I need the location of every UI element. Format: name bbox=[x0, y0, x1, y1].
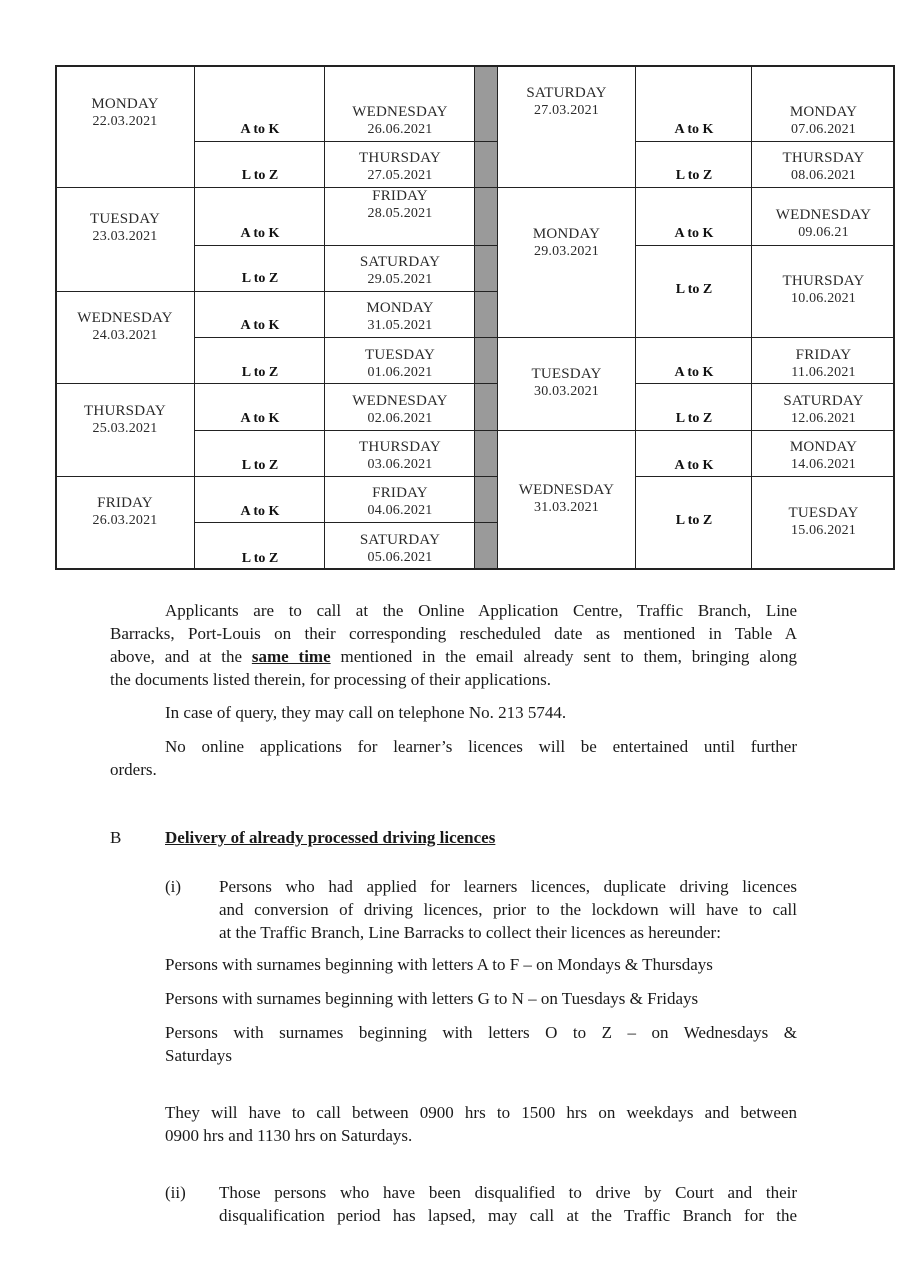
left-day-cell: THURSDAY 25.03.2021 bbox=[84, 403, 166, 436]
section-title: Delivery of already processed driving licences bbox=[165, 828, 496, 847]
left-day-cell: WEDNESDAY 24.03.2021 bbox=[77, 310, 173, 343]
reschedule-cell: THURSDAY 10.06.2021 bbox=[782, 273, 865, 306]
no-online-paragraph: No online applications for learner’s licences will be entertained until further orders. bbox=[110, 737, 797, 779]
reschedule-cell: THURSDAY 27.05.2021 bbox=[359, 150, 441, 183]
left-day-cell: TUESDAY 23.03.2021 bbox=[89, 211, 161, 244]
table-border bbox=[55, 65, 895, 67]
query-paragraph: In case of query, they may call on telephone No. 213 5744. bbox=[165, 703, 567, 722]
reschedule-cell: THURSDAY 03.06.2021 bbox=[359, 439, 441, 472]
day-name: MONDAY bbox=[91, 96, 159, 112]
item-i-text: Persons who had applied for learners licences, duplicate driving licences and conversion of driving licences, prior to the lockdown will have to call at the Traffic Branch, Line Barracks to collect their licences as hereunder: bbox=[219, 877, 797, 942]
hours-paragraph: They will have to call between 0900 hrs to 1500 hrs on weekdays and between 0900 hrs and 1130 hrs on Saturdays. bbox=[165, 1103, 797, 1145]
table-gridline bbox=[635, 476, 895, 477]
right-day-cell: TUESDAY 30.03.2021 bbox=[531, 366, 602, 399]
table-gridline bbox=[55, 476, 497, 477]
reschedule-cell: FRIDAY 04.06.2021 bbox=[367, 485, 433, 518]
group-label: A to K bbox=[240, 411, 280, 426]
item-i-label: (i) bbox=[165, 877, 182, 896]
table-gridline bbox=[497, 337, 895, 338]
right-day-cell: WEDNESDAY 31.03.2021 bbox=[518, 482, 615, 515]
item-ii-text: Those persons who have been disqualified to drive by Court and their disqualification period has lapsed, may call at the Traffic Branch for the bbox=[219, 1183, 797, 1225]
group-label: L to Z bbox=[675, 168, 713, 183]
reschedule-cell: WEDNESDAY 09.06.21 bbox=[775, 207, 872, 240]
group-label: L to Z bbox=[675, 513, 713, 528]
group-label: L to Z bbox=[241, 365, 279, 380]
table-gridline bbox=[497, 430, 895, 431]
reschedule-cell: SATURDAY 29.05.2021 bbox=[359, 254, 441, 287]
applicants-paragraph: Applicants are to call at the Online Application Centre, Traffic Branch, Line Barracks, Port-Louis on their corresponding rescheduled date as mentioned in Table A above, and at the same time mentioned in the email already sent to them, bringing along the documents listed therein, for processing of their applications. bbox=[110, 601, 797, 689]
table-gridline bbox=[635, 141, 895, 142]
reschedule-cell: TUESDAY 15.06.2021 bbox=[788, 505, 859, 538]
group-label: L to Z bbox=[241, 551, 279, 566]
table-gridline bbox=[635, 383, 895, 384]
reschedule-cell: FRIDAY 11.06.2021 bbox=[791, 347, 856, 380]
table-border bbox=[55, 568, 895, 570]
group-label: A to K bbox=[674, 365, 714, 380]
group-label: L to Z bbox=[241, 271, 279, 286]
right-day-cell: SATURDAY 27.03.2021 bbox=[526, 85, 607, 118]
group-label: L to Z bbox=[675, 282, 713, 297]
table-gridline bbox=[635, 245, 895, 246]
schedule-table bbox=[55, 65, 895, 570]
table-gridline bbox=[194, 141, 497, 142]
surname-a-f: Persons with surnames beginning with letters A to F – on Mondays & Thursdays bbox=[165, 955, 713, 974]
surname-o-z: Persons with surnames beginning with letters O to Z – on Wednesdays & Saturdays bbox=[165, 1023, 797, 1065]
reschedule-cell: SATURDAY 05.06.2021 bbox=[359, 532, 441, 565]
group-label: L to Z bbox=[675, 411, 713, 426]
group-label: A to K bbox=[674, 458, 714, 473]
table-gridline bbox=[194, 522, 497, 523]
table-gridline bbox=[55, 291, 497, 292]
group-label: A to K bbox=[240, 122, 280, 137]
same-time-emphasis: same time bbox=[251, 647, 331, 666]
reschedule-cell: MONDAY 31.05.2021 bbox=[366, 300, 434, 333]
reschedule-cell: THURSDAY 08.06.2021 bbox=[782, 150, 865, 183]
table-gridline bbox=[497, 187, 895, 188]
left-day-cell bbox=[55, 95, 195, 131]
reschedule-cell: MONDAY 14.06.2021 bbox=[789, 439, 858, 472]
reschedule-cell: WEDNESDAY 02.06.2021 bbox=[352, 393, 448, 426]
table-gridline bbox=[55, 187, 497, 188]
table-gridline bbox=[55, 383, 497, 384]
reschedule-cell: SATURDAY 12.06.2021 bbox=[783, 393, 864, 426]
group-label: A to K bbox=[240, 504, 280, 519]
group-label: A to K bbox=[674, 226, 714, 241]
item-ii-label: (ii) bbox=[165, 1183, 186, 1202]
table-gridline bbox=[194, 430, 497, 431]
group-label: L to Z bbox=[241, 458, 279, 473]
table-gridline bbox=[194, 245, 497, 246]
group-label: L to Z bbox=[241, 168, 279, 183]
day-date: 22.03.2021 bbox=[92, 114, 158, 129]
group-label: A to K bbox=[240, 318, 280, 333]
table-gridline bbox=[194, 337, 497, 338]
reschedule-cell: TUESDAY 01.06.2021 bbox=[364, 347, 436, 380]
surname-g-n: Persons with surnames beginning with letters G to N – on Tuesdays & Fridays bbox=[165, 989, 699, 1008]
group-label: A to K bbox=[240, 226, 280, 241]
table-gridline bbox=[497, 65, 498, 570]
reschedule-cell: MONDAY 07.06.2021 bbox=[789, 104, 858, 137]
reschedule-cell: WEDNESDAY 26.06.2021 bbox=[352, 104, 448, 137]
reschedule-cell: FRIDAY 28.05.2021 bbox=[367, 188, 433, 221]
section-letter: B bbox=[110, 828, 122, 847]
table-border bbox=[55, 65, 57, 570]
left-day-cell: FRIDAY 26.03.2021 bbox=[92, 495, 158, 528]
group-label: A to K bbox=[674, 122, 714, 137]
right-day-cell: MONDAY 29.03.2021 bbox=[532, 226, 601, 259]
